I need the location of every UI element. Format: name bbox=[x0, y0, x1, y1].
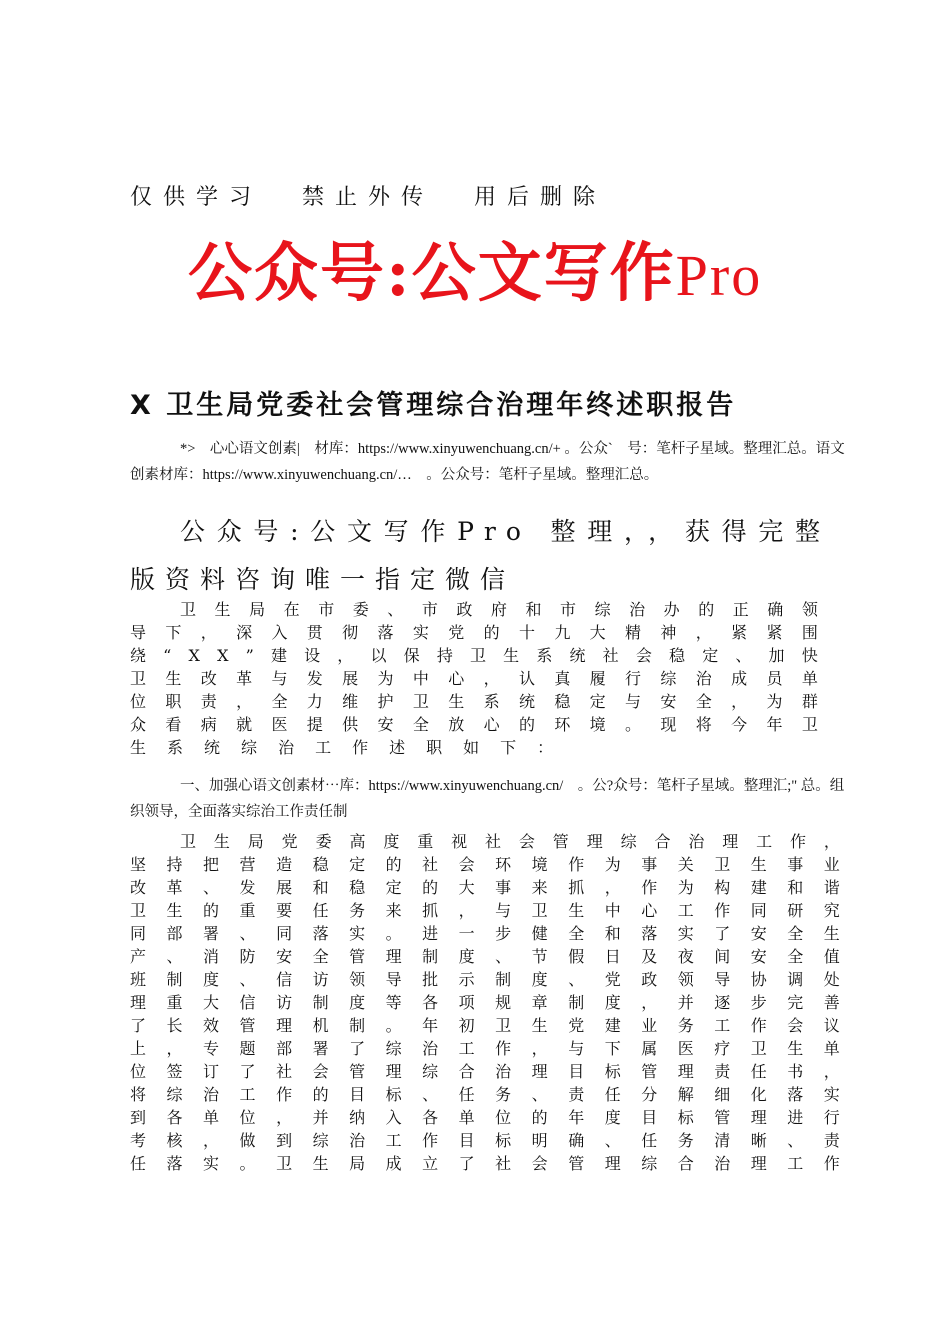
text-line: 改 革 、 发 展 和 稳 定 的 大 事 来 抓 ， 作 为 构 建 和 谐 bbox=[130, 878, 840, 897]
body-paragraph-1 bbox=[130, 830, 840, 1175]
text-line: 绕 “ X X ” 建 设 ， 以 保 持 卫 生 系 统 社 会 稳 定 、 加 快 bbox=[130, 646, 818, 665]
brand-latin: Pro bbox=[675, 243, 763, 308]
text-line: 众 看 病 就 医 提 供 安 全 放 心 的 环 境 。 现 将 今 年 卫 bbox=[130, 715, 818, 734]
text-line: 产 、 消 防 安 全 管 理 制 度 、 节 假 日 及 夜 间 安 全 值 bbox=[130, 947, 840, 966]
text-line: 生 系 统 综 治 工 作 述 职 如 下 ： bbox=[130, 738, 554, 757]
text-line: 同 部 署 、 同 落 实 。 进 一 步 健 全 和 落 实 了 安 全 生 bbox=[130, 924, 840, 943]
text-line: 位 职 责 ， 全 力 维 护 卫 生 系 统 稳 定 与 安 全 ， 为 群 bbox=[130, 692, 818, 711]
notice-word: 禁止外传 bbox=[302, 185, 435, 210]
intro-paragraph bbox=[130, 598, 818, 759]
brand-cjk: 公众号:公文写作 bbox=[188, 236, 676, 311]
text-line: 卫 生 局 在 市 委 、 市 政 府 和 市 综 治 办 的 正 确 领 bbox=[180, 600, 818, 619]
text-line: 班 制 度 、 信 访 领 导 批 示 制 度 、 党 政 领 导 协 调 处 bbox=[130, 970, 840, 989]
document-title: X 卫生局党委社会管理综合治理年终述职报告 bbox=[130, 390, 737, 421]
usage-notice bbox=[130, 180, 628, 211]
big-notice-paragraph: 公众号:公文写作Pro 整理，，获得完整版资料咨询唯一指定微信 bbox=[130, 517, 830, 594]
text-line: 上 ， 专 题 部 署 了 综 治 工 作 ， 与 下 属 医 疗 卫 生 单 bbox=[130, 1039, 840, 1058]
brand-banner bbox=[188, 222, 762, 314]
text-line: 位 签 订 了 社 会 管 理 综 合 治 理 目 标 管 理 责 任 书 ， bbox=[130, 1062, 840, 1081]
source-meta-paragraph: *> 心心语文创素| 材库：https://www.xinyuwenchuang.cn/+ 。公众` 号：笔杆子星域。整理汇总。语文创素材库：https://www.xinyuwenchuang.cn/… 。公众号：笔杆子星域。整理汇总。 bbox=[130, 441, 845, 483]
text-line: 卫 生 改 革 与 发 展 为 中 心 ， 认 真 履 行 综 治 成 员 单 bbox=[130, 669, 818, 688]
text-line: 到 各 单 位 ， 并 纳 入 各 单 位 的 年 度 目 标 管 理 进 行 bbox=[130, 1108, 840, 1127]
text-line: 理 重 大 信 访 制 度 等 各 项 规 章 制 度 ， 并 逐 步 完 善 bbox=[130, 993, 840, 1012]
text-line: 卫 生 局 党 委 高 度 重 视 社 会 管 理 综 合 治 理 工 作 ， bbox=[180, 832, 840, 851]
notice-word: 仅供学习 bbox=[130, 185, 263, 210]
text-line: 导 下 ， 深 入 贯 彻 落 实 党 的 十 九 大 精 神 ， 紧 紧 围 bbox=[130, 623, 818, 642]
text-line: 任 落 实 。 卫 生 局 成 立 了 社 会 管 理 综 合 治 理 工 作 bbox=[130, 1154, 840, 1173]
text-line: 将 综 治 工 作 的 目 标 、 任 务 、 责 任 分 解 细 化 落 实 bbox=[130, 1085, 840, 1104]
text-line: 考 核 ， 做 到 综 治 工 作 目 标 明 确 、 任 务 清 晰 、 责 bbox=[130, 1131, 840, 1150]
text-line: 坚 持 把 营 造 稳 定 的 社 会 环 境 作 为 事 关 卫 生 事 业 bbox=[130, 855, 840, 874]
text-line: 了 长 效 管 理 机 制 。 年 初 卫 生 党 建 业 务 工 作 会 议 bbox=[130, 1016, 840, 1035]
section-heading-1: 一、加强心语文创素材⋯库：https://www.xinyuwenchuang.cn/ 。公?众号：笔杆子星域。整理汇;" 总。组织领导，全面落实综治工作责任制 bbox=[130, 778, 845, 820]
text-line: 卫 生 的 重 要 任 务 来 抓 ， 与 卫 生 中 心 工 作 同 研 究 bbox=[130, 901, 840, 920]
notice-word: 用后删除 bbox=[474, 185, 607, 210]
